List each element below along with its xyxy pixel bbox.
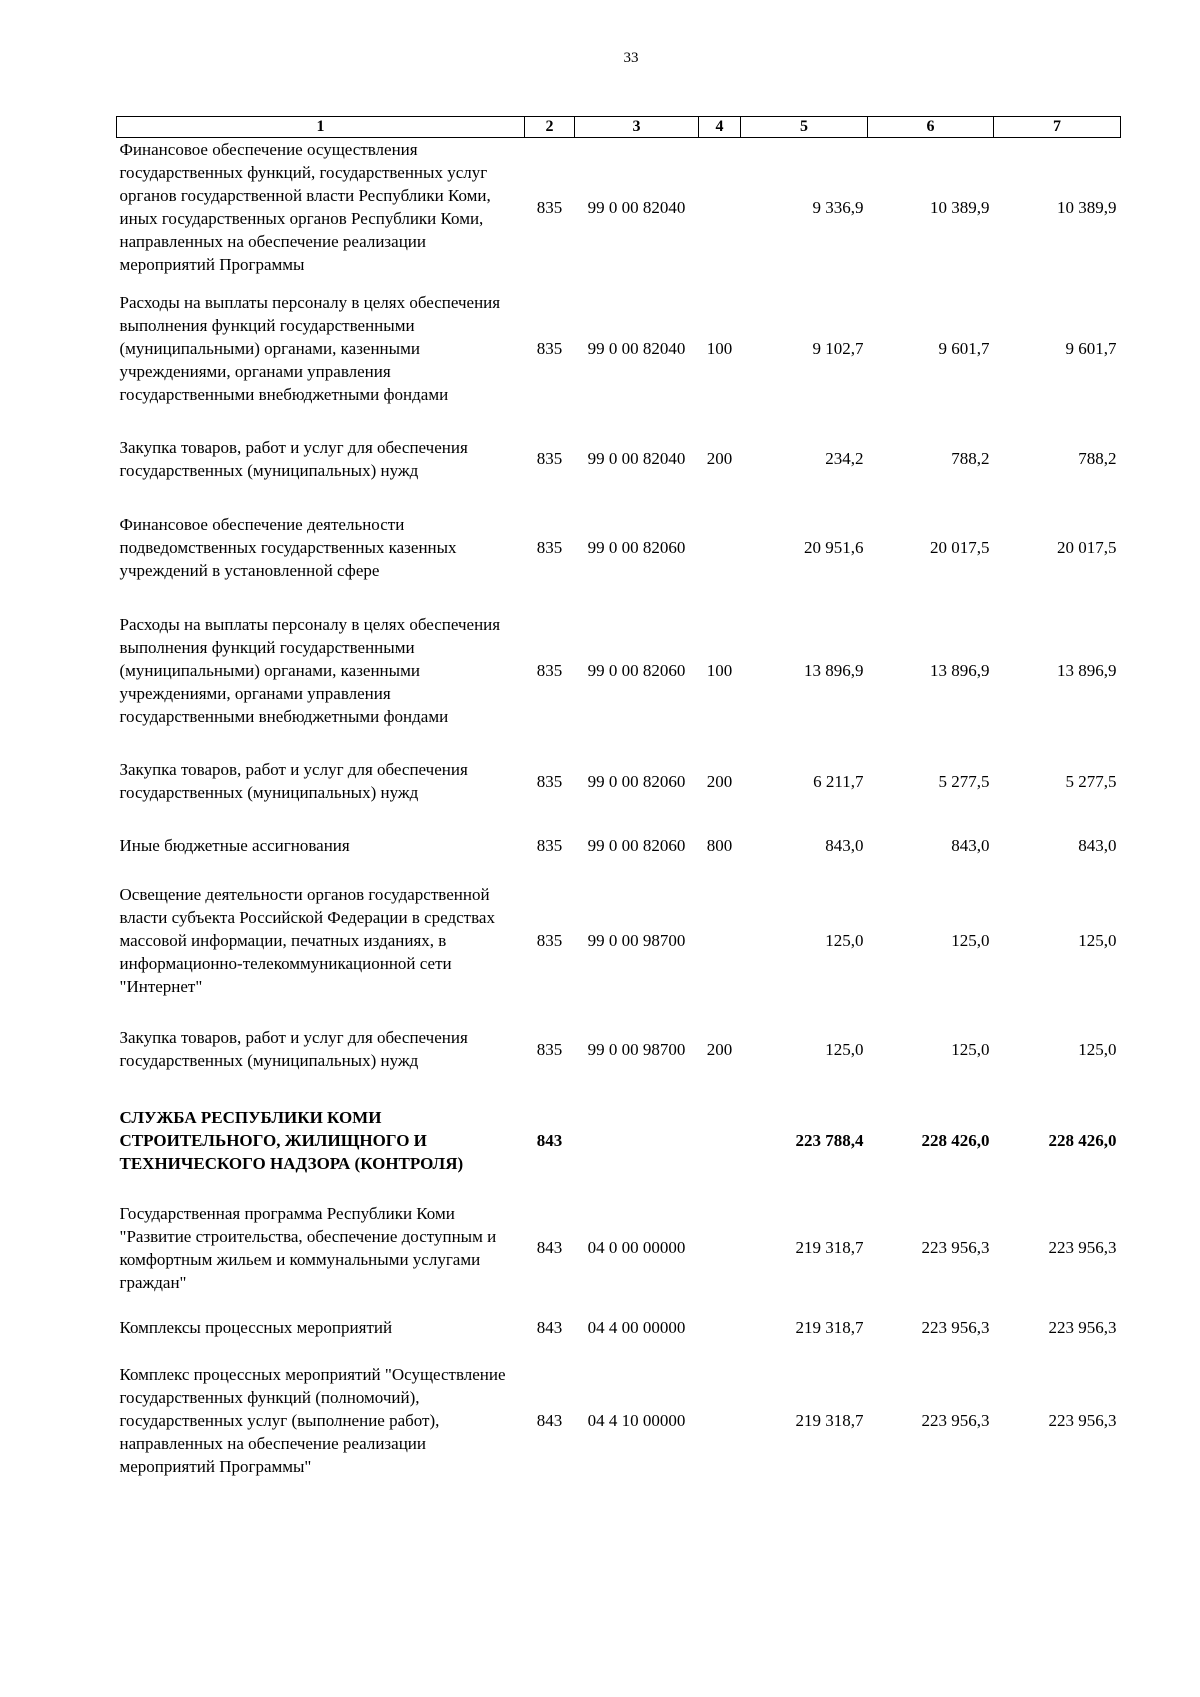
row-expense-type: [699, 1193, 741, 1302]
row-value-col5: 20 951,6: [804, 538, 864, 557]
column-header-4: 4: [699, 117, 741, 138]
row-value-col5: 219 318,7: [795, 1238, 864, 1257]
column-header-7: 7: [994, 117, 1121, 138]
row-target-code: 04 4 10 00000: [587, 1411, 686, 1430]
column-header-3: 3: [575, 117, 699, 138]
row-value-col5: 223 788,4: [795, 1131, 864, 1150]
row-value-col7: 788,2: [1078, 449, 1117, 468]
row-description: Финансовое обеспечение деятельности подведомственных государственных казенных учреждений в установленной сфере: [119, 515, 457, 580]
table-row: [117, 138, 1121, 277]
row-expense-type: [699, 1353, 741, 1488]
row-value-col5: 6 211,7: [813, 771, 864, 791]
row-value-col5: 843,0: [825, 835, 864, 855]
row-ministry-code: 835: [536, 197, 563, 217]
row-expense-type: [699, 497, 741, 598]
row-target-code: 04 0 00 00000: [587, 1238, 686, 1257]
row-ministry-code: 835: [536, 449, 563, 468]
row-description: Комплекс процессных мероприятий "Осуществление государственных функций (полномочий), государственных услуг (выполнение работ), направленных на обеспечение реализации мероприятий Программы": [119, 1365, 506, 1476]
row-value-col5: 219 318,7: [795, 1318, 864, 1337]
budget-table: [116, 116, 1121, 1488]
row-expense-type: 100: [706, 338, 733, 358]
table-header-row: [117, 117, 1121, 138]
row-ministry-code: 835: [536, 538, 563, 557]
row-description: Иные бюджетные ассигнования: [119, 835, 350, 855]
column-header-1: 1: [117, 117, 525, 138]
row-description: СЛУЖБА РЕСПУБЛИКИ КОМИ СТРОИТЕЛЬНОГО, ЖИЛИЩНОГО И ТЕХНИЧЕСКОГО НАДЗОРА (КОНТРОЛЯ): [119, 1108, 464, 1173]
row-value-col6: 20 017,5: [930, 538, 990, 557]
row-expense-type: 100: [706, 660, 733, 680]
row-expense-type: 200: [706, 449, 733, 468]
row-value-col5: 125,0: [825, 930, 864, 950]
column-header-6: 6: [868, 117, 994, 138]
row-value-col6: 223 956,3: [921, 1411, 990, 1430]
row-expense-type: [699, 138, 741, 277]
page-number: 33: [623, 50, 639, 66]
row-description: Освещение деятельности органов государственной власти субъекта Российской Федерации в средствах массовой информации, печатных изданиях, в информационно-телекоммуникационной сети "Интернет": [119, 884, 495, 996]
row-value-col6: 10 389,9: [930, 197, 990, 217]
row-ministry-code: 843: [536, 1238, 563, 1257]
row-value-col6: 125,0: [951, 930, 990, 950]
row-description: Комплексы процессных мероприятий: [119, 1318, 393, 1337]
row-ministry-code: 835: [536, 771, 563, 791]
row-target-code: 99 0 00 82060: [587, 771, 686, 791]
row-value-col7: 9 601,7: [1065, 338, 1117, 358]
row-value-col5: 9 102,7: [812, 338, 864, 358]
row-target-code: 99 0 00 82060: [587, 660, 686, 680]
row-ministry-code: 843: [536, 1131, 563, 1150]
table-body: [117, 138, 1121, 1489]
row-value-col6: 5 277,5: [938, 771, 990, 791]
row-expense-type: 200: [706, 1039, 733, 1059]
row-value-col5: 234,2: [825, 449, 864, 468]
row-value-col6: 788,2: [951, 449, 990, 468]
row-ministry-code: 843: [536, 1318, 563, 1337]
row-value-col6: 843,0: [951, 835, 990, 855]
row-value-col6: 228 426,0: [921, 1131, 990, 1150]
row-description: Государственная программа Республики Коми "Развитие строительства, обеспечение доступным и комфортным жильем и коммунальными услугами граждан": [119, 1203, 497, 1292]
row-ministry-code: 835: [536, 835, 563, 855]
row-value-col6: 9 601,7: [938, 338, 990, 358]
row-description: Закупка товаров, работ и услуг для обеспечения государственных (муниципальных) нужд: [119, 1028, 468, 1070]
row-target-code: 99 0 00 82040: [587, 338, 686, 358]
table-row: [117, 497, 1121, 598]
table-row: [117, 820, 1121, 870]
row-expense-type: [699, 1302, 741, 1353]
row-target-code: 99 0 00 82060: [587, 538, 686, 557]
row-description: Закупка товаров, работ и услуг для обеспечения государственных (муниципальных) нужд: [119, 760, 468, 802]
table-row: [117, 1010, 1121, 1088]
row-expense-type: [699, 1088, 741, 1193]
row-ministry-code: 835: [536, 660, 563, 680]
row-expense-type: [699, 870, 741, 1010]
row-value-col5: 13 896,9: [804, 660, 864, 680]
column-header-5: 5: [741, 117, 868, 138]
table-row: [117, 276, 1121, 420]
row-target-code: 04 4 00 00000: [587, 1318, 686, 1337]
row-target-code: 99 0 00 82040: [587, 197, 686, 217]
row-value-col7: 13 896,9: [1057, 660, 1117, 680]
row-target-code: [575, 1088, 699, 1193]
row-expense-type: 200: [706, 771, 733, 791]
row-value-col7: 125,0: [1078, 1039, 1117, 1059]
table-row: [117, 1088, 1121, 1193]
row-value-col6: 223 956,3: [921, 1318, 990, 1337]
row-value-col7: 843,0: [1078, 835, 1117, 855]
row-description: Финансовое обеспечение осуществления государственных функций, государственных услуг органов государственной власти Республики Коми, иных государственных органов Республики Коми, направленных на обеспечение реализации мероприятий Программы: [119, 140, 491, 274]
row-value-col5: 219 318,7: [795, 1411, 864, 1430]
table-row: [117, 870, 1121, 1010]
row-description: Закупка товаров, работ и услуг для обеспечения государственных (муниципальных) нужд: [119, 437, 468, 480]
row-expense-type: 800: [706, 835, 733, 855]
row-value-col7: 223 956,3: [1048, 1238, 1117, 1257]
row-target-code: 99 0 00 98700: [587, 1039, 686, 1059]
row-value-col7: 20 017,5: [1057, 538, 1117, 557]
table-row: [117, 420, 1121, 497]
row-target-code: 99 0 00 82040: [587, 449, 686, 468]
row-description: Расходы на выплаты персоналу в целях обеспечения выполнения функций государственными (муниципальными) органами, казенными учреждениями, органами управления государственными внебюджетными фондами: [119, 292, 501, 404]
row-ministry-code: 835: [536, 930, 563, 950]
row-value-col5: 125,0: [825, 1039, 864, 1059]
row-value-col6: 125,0: [951, 1039, 990, 1059]
column-header-2: 2: [525, 117, 575, 138]
table-row: [117, 742, 1121, 820]
row-value-col5: 9 336,9: [812, 197, 864, 217]
row-ministry-code: 843: [536, 1411, 563, 1430]
table-row: [117, 598, 1121, 742]
row-description: Расходы на выплаты персоналу в целях обеспечения выполнения функций государственными (муниципальными) органами, казенными учреждениями, органами управления государственными внебюджетными фондами: [119, 614, 501, 726]
row-value-col6: 13 896,9: [930, 660, 990, 680]
row-value-col7: 125,0: [1078, 930, 1117, 950]
row-target-code: 99 0 00 82060: [587, 835, 686, 855]
row-ministry-code: 835: [536, 1039, 563, 1059]
row-value-col7: 228 426,0: [1048, 1131, 1117, 1150]
row-value-col7: 10 389,9: [1057, 197, 1117, 217]
table-row: [117, 1353, 1121, 1488]
row-target-code: 99 0 00 98700: [587, 930, 686, 950]
row-value-col7: 223 956,3: [1048, 1411, 1117, 1430]
table-row: [117, 1193, 1121, 1302]
row-value-col7: 5 277,5: [1065, 771, 1117, 791]
row-ministry-code: 835: [536, 338, 563, 358]
table-row: [117, 1302, 1121, 1353]
row-value-col7: 223 956,3: [1048, 1318, 1117, 1337]
row-value-col6: 223 956,3: [921, 1238, 990, 1257]
